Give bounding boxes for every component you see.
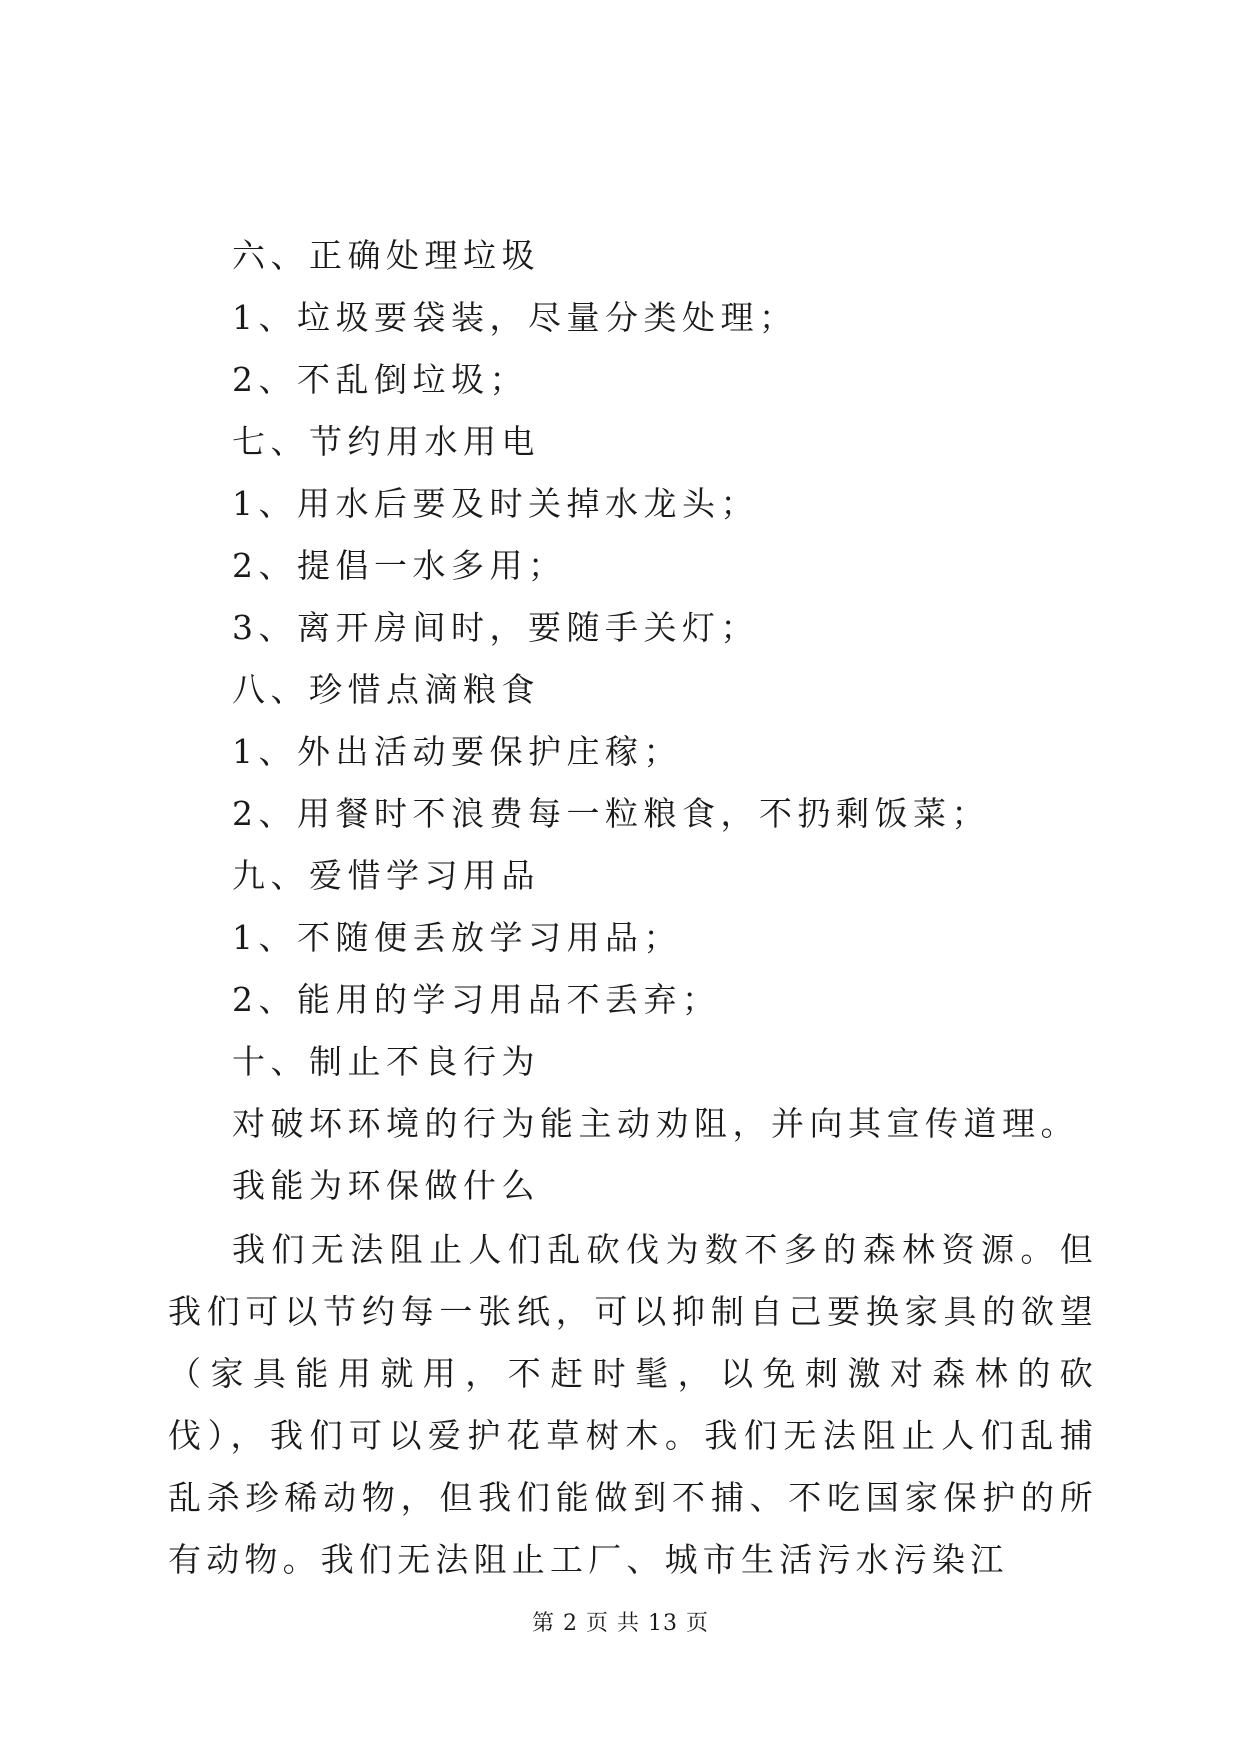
section-heading-6: 六、正确处理垃圾 (232, 236, 540, 275)
body-line: 对破坏环境的行为能主动劝阻，并向其宣传道理。 (232, 1104, 1079, 1143)
page-footer: 第 2 页 共 13 页 (532, 1611, 709, 1636)
list-item: 2、能用的学习用品不丢弃； (232, 980, 721, 1019)
subtitle: 我能为环保做什么 (232, 1166, 540, 1205)
section-heading-7: 七、节约用水用电 (232, 422, 540, 461)
list-item: 3、离开房间时，要随手关灯； (232, 608, 759, 647)
list-item: 2、用餐时不浪费每一粒粮食，不扔剩饭菜； (232, 794, 990, 833)
body-paragraph: 我们无法阻止人们乱砍伐为数不多的森林资源。但我们可以节约每一张纸，可以抑制自己要换家具的欲望（家具能用就用，不赶时髦，以免刺激对森林的砍伐），我们可以爱护花草树木。我们无法阻止人们乱捕乱杀珍稀动物，但我们能做到不捕、不吃国家保护的所有动物。我们无法阻止工厂、城市生活污水污染江 (168, 1230, 1098, 1579)
list-item: 1、用水后要及时关掉水龙头； (232, 484, 759, 523)
list-item: 2、不乱倒垃圾； (232, 360, 528, 399)
section-heading-9: 九、爱惜学习用品 (232, 856, 540, 895)
section-heading-8: 八、珍惜点滴粮食 (232, 670, 540, 709)
list-item: 1、外出活动要保护庄稼； (232, 732, 682, 771)
section-heading-10: 十、制止不良行为 (232, 1042, 540, 1081)
list-item: 1、垃圾要袋装，尽量分类处理； (232, 298, 798, 337)
list-item: 2、提倡一水多用； (232, 546, 567, 585)
list-item: 1、不随便丢放学习用品； (232, 918, 682, 957)
